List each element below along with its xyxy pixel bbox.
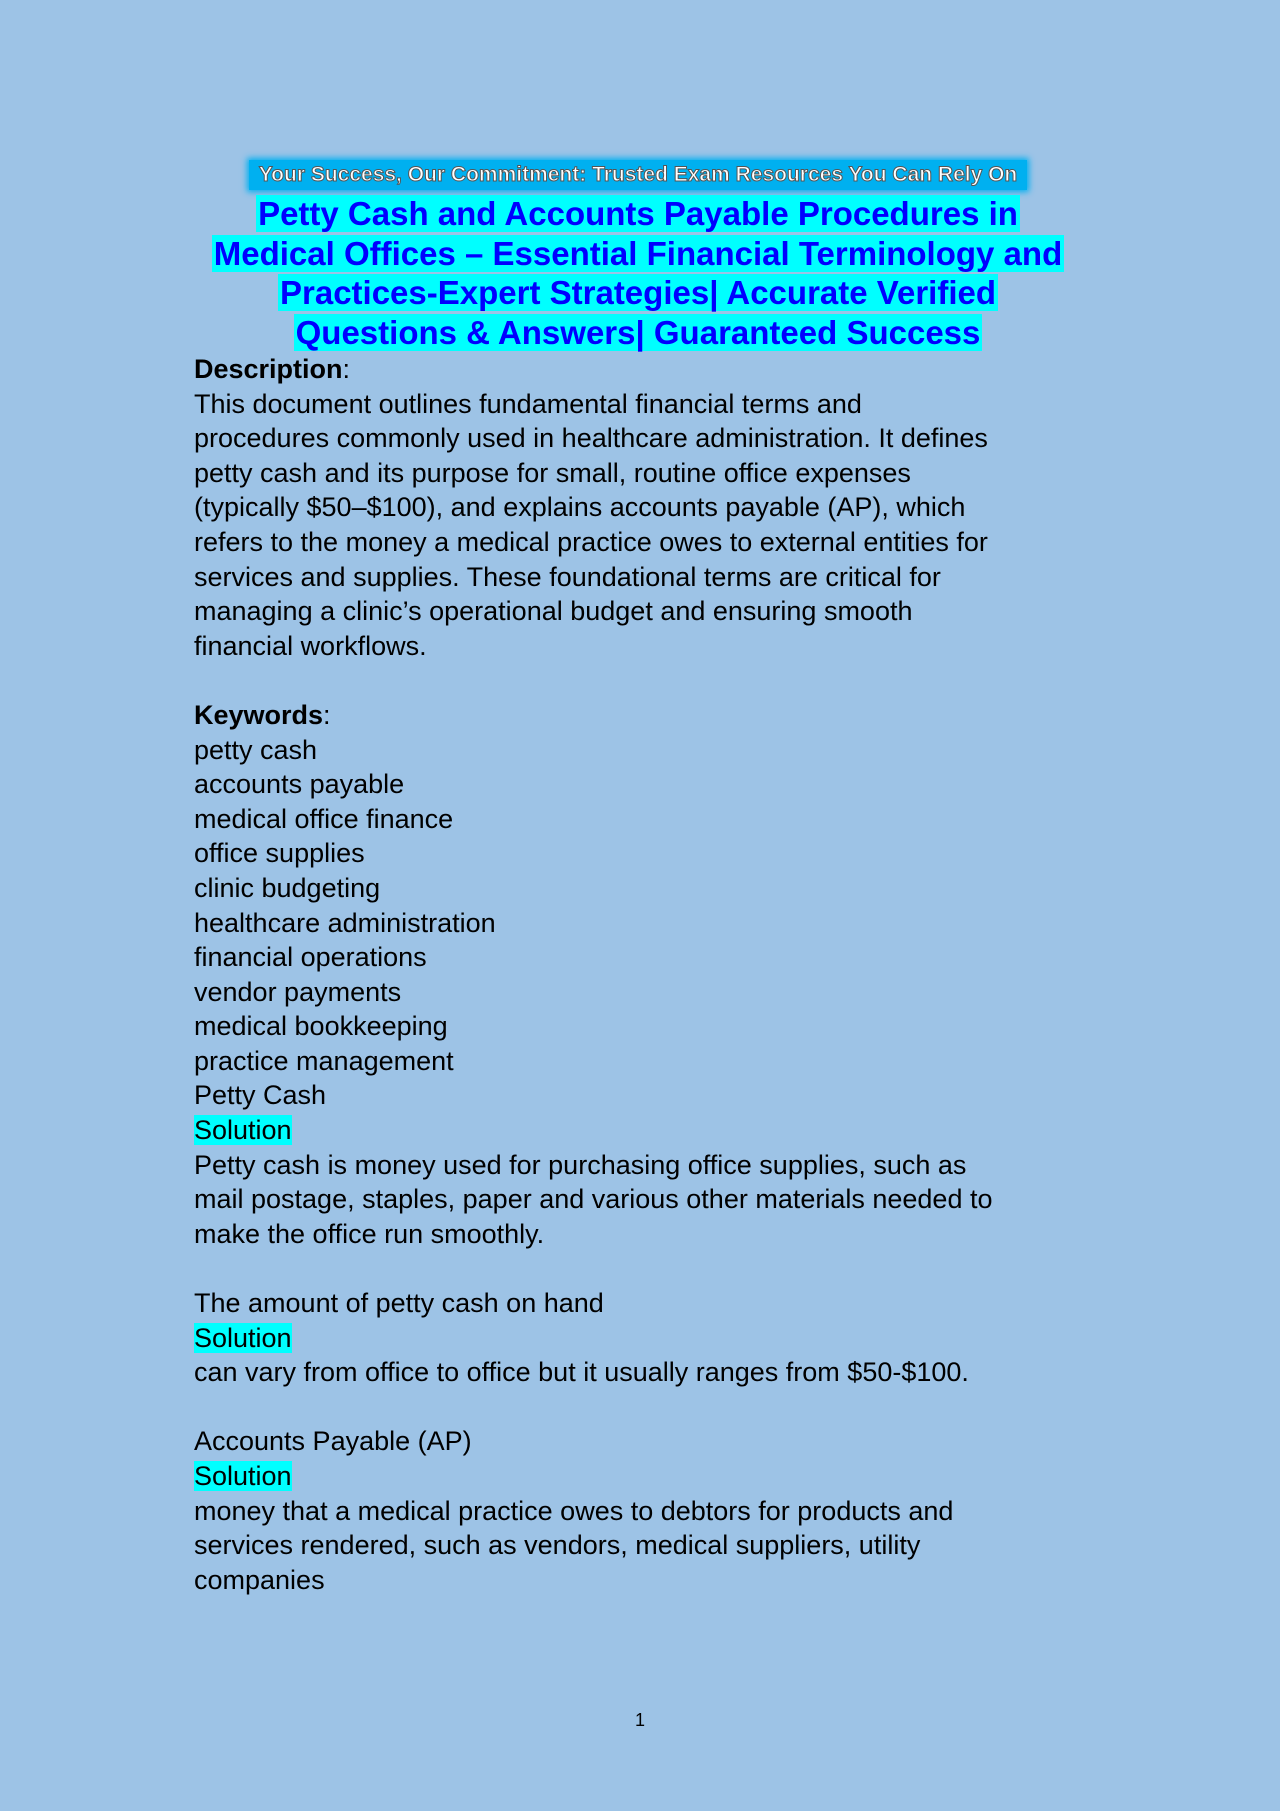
keyword-item: practice management: [194, 1045, 454, 1076]
answer-line: Petty cash is money used for purchasing office supplies, such as: [194, 1149, 967, 1180]
description-label: Description: [194, 354, 343, 384]
keyword-item: office supplies: [194, 838, 365, 869]
keyword-item: clinic budgeting: [194, 872, 381, 903]
title-line: Petty Cash and Accounts Payable Procedures in: [258, 195, 1018, 232]
banner-tagline: Your Success, Our Commitment: Trusted Exam Resources You Can Rely On: [249, 160, 1028, 190]
keyword-item: petty cash: [194, 734, 318, 765]
description-line: (typically $50–$100), and explains accounts payable (AP), which: [194, 492, 966, 523]
description-line: This document outlines fundamental financial terms and: [194, 388, 862, 419]
answer-line: money that a medical practice owes to debtors for products and: [194, 1495, 954, 1526]
qa-item-accounts-payable: [194, 1424, 1094, 1597]
keyword-item: financial operations: [194, 942, 427, 973]
qa-item-petty-cash: [194, 1078, 1094, 1251]
title-line: Medical Offices – Essential Financial Terminology and: [213, 234, 1063, 272]
solution-label-row: [194, 1113, 1094, 1148]
solution-label: Solution: [194, 1461, 292, 1491]
question-text: Accounts Payable (AP): [194, 1426, 472, 1457]
solution-label-row: [194, 1459, 1094, 1494]
answer-line: mail postage, staples, paper and various other materials needed to: [194, 1184, 993, 1215]
description-line: managing a clinic’s operational budget and ensuring smooth: [194, 596, 913, 627]
description-colon: :: [342, 354, 351, 384]
page-number: 1: [634, 1710, 645, 1730]
description-section: [194, 352, 1094, 663]
solution-label: Solution: [194, 1322, 292, 1353]
description-line: refers to the money a medical practice owes to external entities for: [194, 526, 988, 557]
answer-line: services rendered, such as vendors, medical suppliers, utility: [194, 1530, 921, 1561]
title-line: Practices-Expert Strategies| Accurate Verified: [279, 274, 996, 311]
question-text: Petty Cash: [194, 1080, 327, 1111]
keywords-heading: [194, 698, 1094, 733]
solution-label-row: [194, 1321, 1094, 1356]
spacer: [194, 1390, 1094, 1425]
qa-item-petty-cash-amount: [194, 1286, 1094, 1390]
keywords-section: [194, 698, 1094, 1079]
keywords-colon: :: [323, 699, 331, 730]
answer-line: companies: [194, 1564, 325, 1595]
title-line: Questions & Answers| Guaranteed Success: [295, 313, 981, 351]
description-line: petty cash and its purpose for small, routine office expenses: [194, 457, 911, 488]
document-title: [194, 194, 1082, 352]
question-text: The amount of petty cash on hand: [194, 1288, 604, 1319]
spacer: [194, 1251, 1094, 1286]
answer-line: can vary from office to office but it usually ranges from $50-$100.: [194, 1357, 969, 1388]
keyword-item: accounts payable: [194, 769, 405, 800]
keyword-item: medical bookkeeping: [194, 1011, 448, 1042]
document-page: [194, 160, 1094, 1597]
keyword-item: vendor payments: [194, 976, 402, 1007]
solution-label: Solution: [194, 1115, 292, 1146]
keywords-label: Keywords: [194, 699, 324, 730]
keyword-item: medical office finance: [194, 803, 454, 834]
description-heading: [194, 352, 1094, 387]
description-line: services and supplies. These foundational terms are critical for: [194, 561, 941, 592]
banner-container: [194, 160, 1082, 190]
description-line: financial workflows.: [194, 630, 427, 661]
spacer: [194, 663, 1094, 698]
answer-line: make the office run smoothly.: [194, 1218, 545, 1249]
keyword-item: healthcare administration: [194, 907, 496, 938]
description-line: procedures commonly used in healthcare administration. It defines: [194, 423, 988, 454]
